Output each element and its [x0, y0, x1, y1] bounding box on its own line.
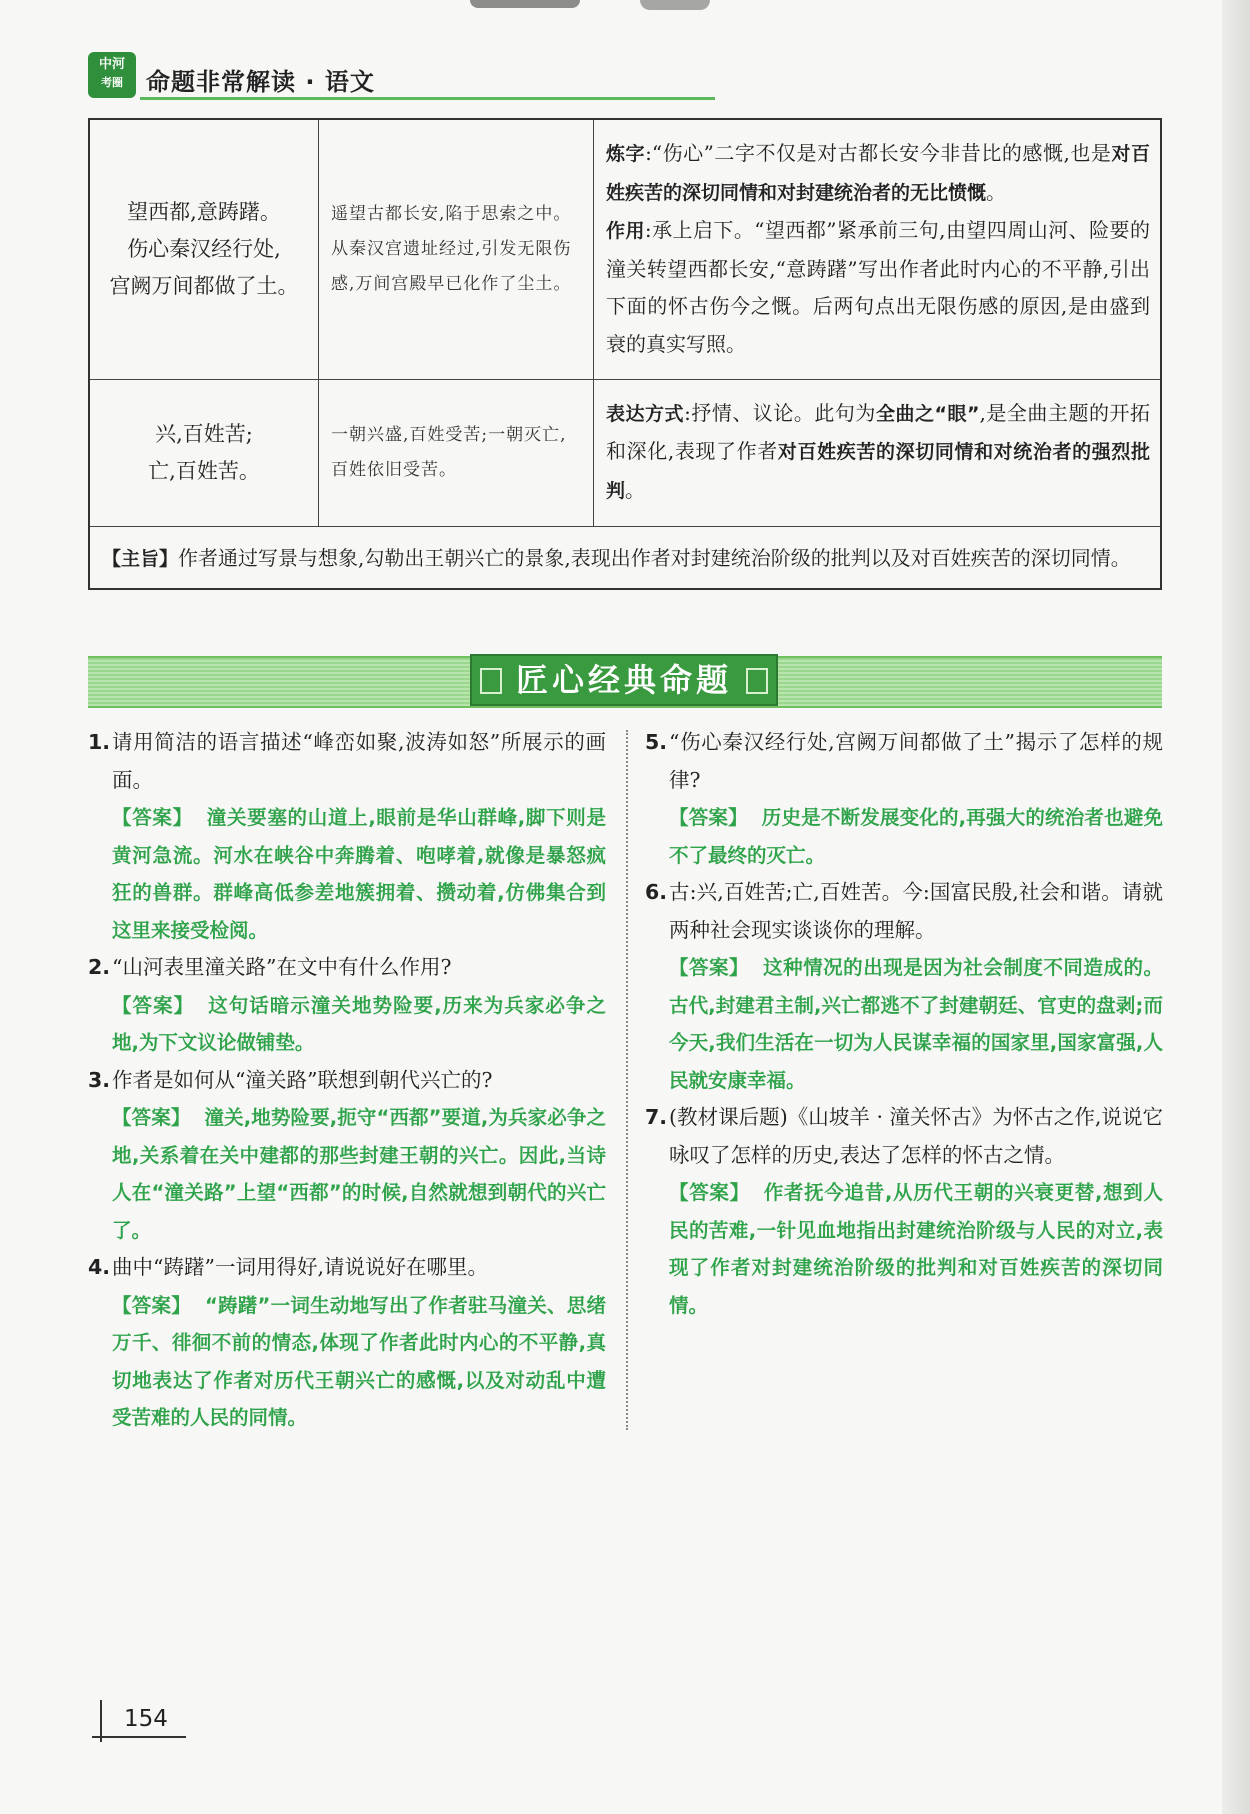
analysis-cell	[594, 379, 1162, 526]
answer-text	[645, 1174, 1163, 1324]
question-prompt: “山河表里潼关路”在文中有什么作用?	[112, 955, 452, 979]
table-row	[89, 379, 1161, 526]
analysis-text: ,是全曲主题的开拓和深化,表现了作者	[606, 400, 1150, 464]
original-text-cell	[89, 119, 319, 379]
question-number: 2.	[88, 955, 111, 979]
logo	[88, 52, 136, 98]
page-header	[88, 52, 628, 100]
analysis-cell	[594, 119, 1162, 379]
answer-body: 这种情况的出现是因为社会制度不同造成的。古代,封建君主制,兴亡都逃不了封建朝廷、官吏的盘剥;而今天,我们生活在一切为人民谋幸福的国家里,国家富强,人民就安康幸福。	[669, 956, 1163, 1092]
original-text-cell	[89, 379, 319, 526]
question-prompt: 作者是如何从“潼关路”联想到朝代兴亡的?	[112, 1067, 493, 1092]
question-item	[88, 1249, 606, 1437]
banner-title: 匠心经典命题	[515, 661, 732, 699]
translation-cell: 遥望古都长安,陷于思索之中。从秦汉宫遗址经过,引发无限伤感,万间宫殿早已化作了尘土。	[319, 119, 594, 379]
original-line: 亡,百姓苦。	[148, 458, 260, 483]
question-text	[645, 724, 1163, 799]
answer-text	[645, 949, 1163, 1099]
question-prompt: “伤心秦汉经行处,宫阙万间都做了土”揭示了怎样的规律?	[669, 730, 1163, 792]
theme-label: 【主旨】	[102, 547, 179, 570]
answer-tag: 【答案】	[112, 806, 193, 829]
page-edge	[1222, 0, 1250, 1814]
answer-text	[88, 987, 606, 1062]
original-line: 宫阙万间都做了土。	[109, 273, 299, 298]
questions-right-column	[645, 724, 1163, 1324]
answer-tag: 【答案】	[669, 806, 748, 829]
question-text	[88, 949, 606, 987]
question-item	[88, 724, 606, 949]
question-text	[645, 874, 1163, 949]
column-divider	[626, 730, 628, 1430]
question-item	[88, 949, 606, 1062]
theme-text: 作者通过写景与想象,勾勒出王朝兴亡的景象,表现出作者对封建统治阶级的批判以及对百姓疾苦的深切同情。	[178, 545, 1131, 570]
original-line: 望西都,意踌躇。	[127, 199, 281, 224]
question-item	[645, 1099, 1163, 1324]
analysis-text: 。	[625, 477, 646, 502]
analysis-label: 炼字	[606, 143, 646, 166]
analysis-emphasis: 全曲之“眼”	[875, 402, 980, 425]
answer-text	[88, 799, 606, 949]
theme-row	[89, 526, 1161, 589]
analysis-text: :“伤心”二字不仅是对古都长安今非昔比的感慨,也是	[645, 141, 1112, 166]
banner-title-box	[470, 654, 778, 706]
question-number: 5.	[645, 730, 668, 754]
logo-line1: 中河	[98, 57, 125, 72]
answer-body: 潼关要塞的山道上,眼前是华山群峰,脚下则是黄河急流。河水在峡谷中奔腾着、咆哮着,就像是暴怒疯狂的兽群。群峰高低参差地簇拥着、攒动着,仿佛集合到这里来接受检阅。	[112, 806, 606, 942]
answer-tag: 【答案】	[112, 993, 195, 1017]
answer-tag: 【答案】	[112, 1293, 191, 1317]
question-text	[645, 1099, 1163, 1174]
question-number: 4.	[88, 1255, 111, 1279]
answer-body: 这句话暗示潼关地势险要,历来为兵家必争之地,为下文议论做铺垫。	[112, 993, 606, 1054]
answer-text	[88, 1099, 606, 1249]
answer-tag: 【答案】	[669, 956, 750, 979]
ornament-icon	[746, 668, 768, 694]
question-prompt: (教材课后题)《山坡羊 · 潼关怀古》为怀古之作,说说它咏叹了怎样的历史,表达了怎样的怀古之情。	[669, 1105, 1163, 1167]
answer-body: “踌躇”一词生动地写出了作者驻马潼关、思绪万千、徘徊不前的情态,体现了作者此时内心的不平静,真切地表达了作者对历代王朝兴亡的感慨,以及对动乱中遭受苦难的人民的同情。	[112, 1293, 606, 1429]
question-prompt: 古:兴,百姓苦;亡,百姓苦。今:国富民殷,社会和谐。请就两种社会现实谈谈你的理解。	[669, 880, 1163, 942]
analysis-text: :承上启下。“望西都”紧承前三句,由望四周山河、险要的潼关转望西都长安,“意踌躇”写出作者此时内心的不平静,引出下面的怀古伤今之慨。后两句点出无限伤感的原因,是由盛到衰的真实写照。	[606, 218, 1150, 356]
page-number: 154	[124, 1706, 168, 1732]
answer-body: 历史是不断发展变化的,再强大的统治者也避免不了最终的灭亡。	[669, 806, 1163, 867]
answer-body: 潼关,地势险要,扼守“西都”要道,为兵家必争之地,关系着在关中建都的那些封建王朝的兴亡。因此,当诗人在“潼关路”上望“西都”的时候,自然就想到朝代的兴亡了。	[112, 1106, 606, 1242]
questions-left-column	[88, 724, 606, 1437]
analysis-label: 作用	[606, 220, 645, 243]
answer-text	[645, 799, 1163, 874]
question-text	[88, 1062, 606, 1100]
question-item	[645, 724, 1163, 874]
original-line: 兴,百姓苦;	[155, 421, 253, 446]
question-number: 6.	[645, 880, 668, 904]
answer-body: 作者抚今追昔,从历代王朝的兴衰更替,想到人民的苦难,一针见血地指出封建统治阶级与人民的对立,表现了作者对封建统治阶级的批判和对百姓疾苦的深切同情。	[669, 1181, 1163, 1317]
analysis-text: 。	[986, 179, 1007, 204]
analysis-emphasis: 对百姓疾苦的深切同情和对统治者的强烈批判	[606, 441, 1150, 502]
question-prompt: 曲中“踌躇”一词用得好,请说说好在哪里。	[112, 1255, 488, 1279]
analysis-emphasis: 对百姓疾苦的深切同情和对封建统治者的无比愤慨	[606, 143, 1150, 204]
question-number: 1.	[88, 730, 111, 754]
question-item	[645, 874, 1163, 1099]
question-number: 3.	[88, 1067, 111, 1092]
answer-tag: 【答案】	[112, 1106, 191, 1129]
logo-line2: 考圈	[101, 76, 123, 89]
question-prompt: 请用简洁的语言描述“峰峦如聚,波涛如怒”所展示的画面。	[112, 730, 606, 792]
answer-tag: 【答案】	[669, 1181, 750, 1204]
header-title: 命题非常解读 · 语文	[146, 68, 375, 96]
header-rule	[140, 97, 715, 100]
question-text	[88, 1249, 606, 1287]
question-item	[88, 1062, 606, 1250]
scan-artifact	[640, 0, 710, 10]
original-line: 伤心秦汉经行处,	[127, 236, 281, 261]
footer-rule	[92, 1736, 186, 1738]
translation-cell: 一朝兴盛,百姓受苦;一朝灭亡,百姓依旧受苦。	[319, 379, 594, 526]
table-row	[89, 119, 1161, 379]
analysis-text: :抒情、议论。此句为	[684, 400, 876, 425]
analysis-label: 表达方式	[606, 402, 685, 425]
analysis-table	[88, 118, 1162, 590]
answer-text	[88, 1287, 606, 1437]
question-text	[88, 724, 606, 799]
scan-artifact	[470, 0, 580, 8]
section-banner	[88, 656, 1162, 708]
theme-cell	[89, 526, 1161, 589]
question-number: 7.	[645, 1105, 668, 1129]
